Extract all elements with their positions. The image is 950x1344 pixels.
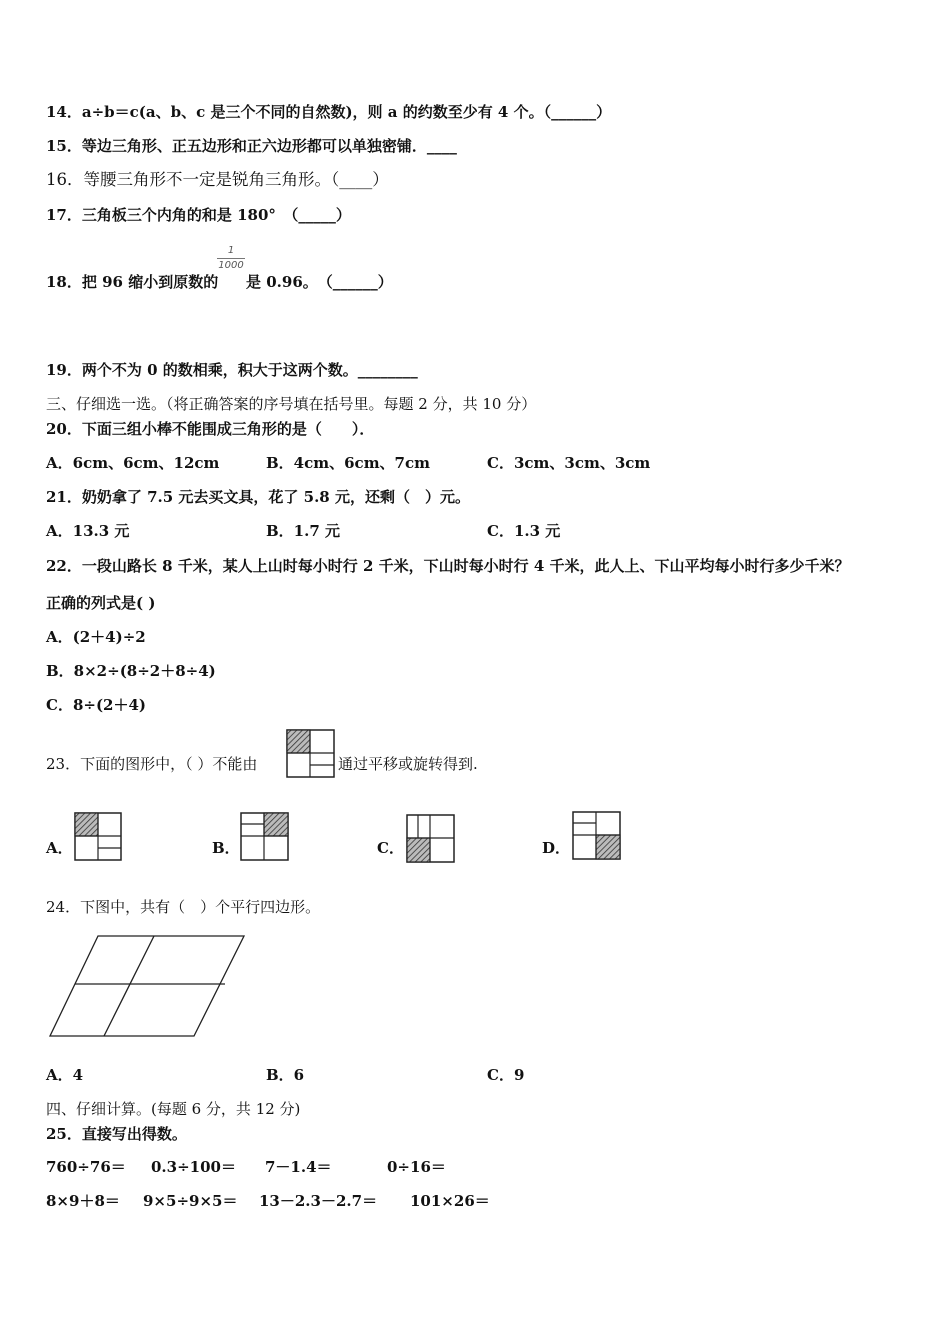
question-22-line2: 正确的列式是( ) [46,594,156,612]
question-25: 25．直接写出得数。 [46,1125,187,1143]
question-19: 19．两个不为 0 的数相乘，积大于这两个数。________ [46,361,418,379]
question-22: 22．一段山路长 8 千米，某人上山时每小时行 2 千米，下山时每小时行 4 千米，此人上、下山平均每小时行多少千米？ [46,557,850,575]
q18-suffix: 是 0.96。 （______） [246,273,393,291]
calc-1: 760÷76＝ [46,1158,126,1176]
q21-option-b: B．1.7 元 [266,522,340,540]
question-24: 24．下图中，共有（ ）个平行四边形。 [46,898,321,916]
calc-5: 8×9＋8＝ [46,1192,120,1210]
q21-option-c: C．1.3 元 [487,522,561,540]
q22-option-b: B．8×2÷(8÷2＋8÷4) [46,662,216,680]
q22-option-a: A．(2＋4)÷2 [46,628,146,646]
section-4-heading: 四、仔细计算。(每题 6 分，共 12 分) [46,1100,301,1118]
q23-option-b-label: B． [212,839,240,857]
q23-option-c-label: C． [377,839,404,857]
question-18 [46,272,218,292]
q23-option-d-label: D． [542,839,571,857]
q23-option-d-figure [572,811,622,861]
question-14: 14．a÷b＝c(a、b、c 是三个不同的自然数)，则 a 的约数至少有 4 个。（______） [46,103,612,121]
q23-reference-figure [286,729,336,779]
q23-option-a-figure [74,812,124,862]
calc-7: 13－2.3－2.7＝ [259,1192,378,1210]
fraction-numerator: 1 [227,245,235,256]
calc-8: 101×26＝ [410,1192,490,1210]
calc-2: 0.3÷100＝ [151,1158,236,1176]
q24-option-c: C．9 [487,1066,525,1084]
q24-parallelogram-figure [46,930,250,1040]
question-21: 21．奶奶拿了 7.5 元去买文具，花了 5.8 元，还剩（ ）元。 [46,488,470,506]
calc-4: 0÷16＝ [387,1158,446,1176]
fraction-1-1000 [216,244,246,280]
q22-option-c: C．8÷(2＋4) [46,696,147,714]
calc-6: 9×5÷9×5＝ [143,1192,238,1210]
calc-3: 7－1.4＝ [265,1158,332,1176]
q23-suffix: 通过平移或旋转得到. [338,755,478,773]
q20-option-a: A．6cm、6cm、12cm [46,454,220,472]
q20-option-b: B．4cm、6cm、7cm [266,454,431,472]
q23-option-b-figure [240,812,290,862]
fraction-denominator: 1000 [218,260,244,271]
question-20: 20．下面三组小棒不能围成三角形的是（ ）． [46,420,375,438]
q18-prefix: 18．把 96 缩小到原数的 [46,273,219,291]
q24-option-a: A．4 [46,1066,84,1084]
q20-option-c: C．3cm、3cm、3cm [487,454,651,472]
q21-option-a: A．13.3 元 [46,522,130,540]
q23-option-a-label: A． [46,839,73,857]
question-23: 23．下面的图形中，（ ）不能由 [46,755,258,773]
question-16: 16．等腰三角形不一定是锐角三角形。（____） [46,170,389,189]
section-3-heading: 三、仔细选一选。（将正确答案的序号填在括号里。每题 2 分，共 10 分） [46,395,537,413]
q23-option-c-figure [406,814,456,864]
question-15: 15．等边三角形、正五边形和正六边形都可以单独密铺．____ [46,137,457,155]
q24-option-b: B．6 [266,1066,305,1084]
question-17: 17．三角板三个内角的和是 180° （_____） [46,206,351,224]
